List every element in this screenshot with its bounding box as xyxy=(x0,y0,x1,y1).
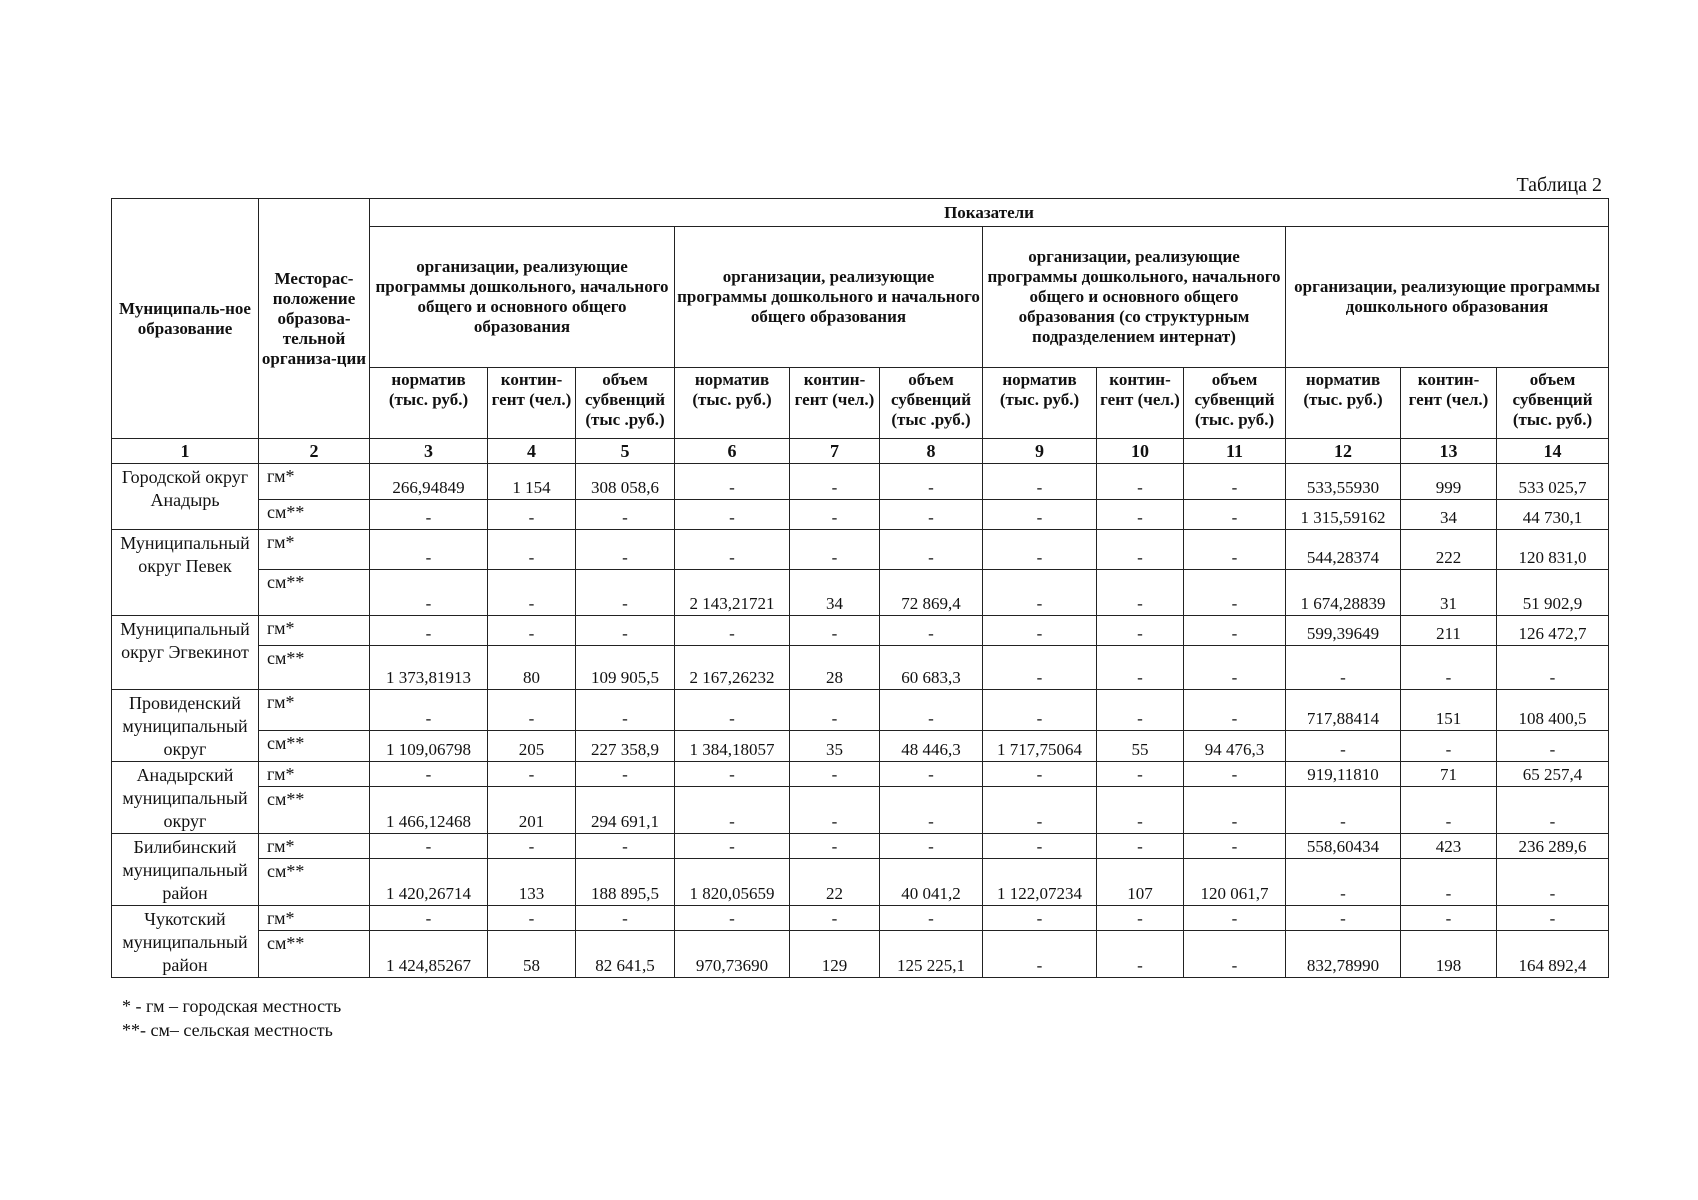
value-cell-col-12: 832,78990 xyxy=(1286,931,1401,978)
value-cell-col-10: - xyxy=(1097,931,1184,978)
municipality-name: Городской округ Анадырь xyxy=(112,464,259,530)
header-location: Месторас-положение образова-тельной организа-ции xyxy=(259,199,370,439)
header-municipality: Муниципаль-ное образование xyxy=(112,199,259,439)
header-sub-col-11: объем субвенций (тыс. руб.) xyxy=(1184,368,1286,439)
value-cell-col-10: - xyxy=(1097,616,1184,646)
value-cell-col-12: 1 674,28839 xyxy=(1286,570,1401,616)
value-cell-col-5: - xyxy=(576,530,675,570)
value-cell-col-13: - xyxy=(1401,906,1497,931)
header-group-2: организации, реализующие программы дошкольного и начального общего образования xyxy=(675,227,983,368)
header-indicators: Показатели xyxy=(370,199,1609,227)
value-cell-col-13: 31 xyxy=(1401,570,1497,616)
header-group-3: организации, реализующие программы дошкольного, начального общего и основного общего образования (со структурным подразделением интернат) xyxy=(983,227,1286,368)
value-cell-col-8: - xyxy=(880,762,983,787)
value-cell-col-4: 205 xyxy=(488,730,576,761)
value-cell-col-3: - xyxy=(370,500,488,530)
value-cell-col-7: 35 xyxy=(790,730,880,761)
value-cell-col-5: 227 358,9 xyxy=(576,730,675,761)
value-cell-col-14: 51 902,9 xyxy=(1497,570,1609,616)
table-row xyxy=(112,646,1609,690)
table-caption: Таблица 2 xyxy=(1516,174,1602,196)
value-cell-col-9: - xyxy=(983,931,1097,978)
value-cell-col-12: 533,55930 xyxy=(1286,464,1401,500)
location-type: см** xyxy=(259,859,370,906)
location-type: см** xyxy=(259,730,370,761)
value-cell-col-6: - xyxy=(675,500,790,530)
value-cell-col-7: 34 xyxy=(790,570,880,616)
value-cell-col-14: 108 400,5 xyxy=(1497,690,1609,731)
municipality-name: Муниципальный округ Певек xyxy=(112,530,259,616)
header-sub-col-3: норматив (тыс. руб.) xyxy=(370,368,488,439)
value-cell-col-11: - xyxy=(1184,906,1286,931)
value-cell-col-5: 188 895,5 xyxy=(576,859,675,906)
column-number-8: 8 xyxy=(880,439,983,464)
value-cell-col-3: - xyxy=(370,762,488,787)
header-sub-col-14: объем субвенций (тыс. руб.) xyxy=(1497,368,1609,439)
data-table xyxy=(111,198,1609,978)
value-cell-col-9: - xyxy=(983,906,1097,931)
value-cell-col-6: 970,73690 xyxy=(675,931,790,978)
value-cell-col-7: 28 xyxy=(790,646,880,690)
location-type: см** xyxy=(259,570,370,616)
value-cell-col-10: - xyxy=(1097,464,1184,500)
location-type: гм* xyxy=(259,616,370,646)
value-cell-col-7: - xyxy=(790,464,880,500)
municipality-name: Провиденский муниципальный округ xyxy=(112,690,259,762)
value-cell-col-12: 919,11810 xyxy=(1286,762,1401,787)
value-cell-col-5: - xyxy=(576,834,675,859)
value-cell-col-10: 107 xyxy=(1097,859,1184,906)
value-cell-col-12: - xyxy=(1286,906,1401,931)
value-cell-col-10: - xyxy=(1097,500,1184,530)
value-cell-col-8: 125 225,1 xyxy=(880,931,983,978)
table-row xyxy=(112,464,1609,500)
value-cell-col-3: - xyxy=(370,834,488,859)
value-cell-col-9: - xyxy=(983,616,1097,646)
footnote-rural: **- см– сельская местность xyxy=(122,1020,333,1040)
value-cell-col-9: - xyxy=(983,834,1097,859)
value-cell-col-6: - xyxy=(675,834,790,859)
value-cell-col-11: 94 476,3 xyxy=(1184,730,1286,761)
value-cell-col-4: - xyxy=(488,570,576,616)
column-number-11: 11 xyxy=(1184,439,1286,464)
value-cell-col-4: 201 xyxy=(488,787,576,834)
header-sub-col-8: объем субвенций (тыс .руб.) xyxy=(880,368,983,439)
value-cell-col-9: - xyxy=(983,690,1097,731)
value-cell-col-14: 44 730,1 xyxy=(1497,500,1609,530)
value-cell-col-14: - xyxy=(1497,646,1609,690)
table-row xyxy=(112,931,1609,978)
value-cell-col-8: - xyxy=(880,690,983,731)
value-cell-col-4: 80 xyxy=(488,646,576,690)
value-cell-col-4: 133 xyxy=(488,859,576,906)
value-cell-col-10: - xyxy=(1097,906,1184,931)
value-cell-col-11: - xyxy=(1184,931,1286,978)
value-cell-col-12: 599,39649 xyxy=(1286,616,1401,646)
value-cell-col-4: - xyxy=(488,906,576,931)
value-cell-col-10: - xyxy=(1097,570,1184,616)
header-group-4: организации, реализующие программы дошкольного образования xyxy=(1286,227,1609,368)
table-row xyxy=(112,730,1609,761)
value-cell-col-13: 999 xyxy=(1401,464,1497,500)
municipality-name: Анадырский муниципальный округ xyxy=(112,762,259,834)
value-cell-col-6: 2 143,21721 xyxy=(675,570,790,616)
header-sub-col-13: контин-гент (чел.) xyxy=(1401,368,1497,439)
value-cell-col-10: - xyxy=(1097,834,1184,859)
value-cell-col-8: 60 683,3 xyxy=(880,646,983,690)
value-cell-col-7: - xyxy=(790,530,880,570)
header-sub-col-10: контин-гент (чел.) xyxy=(1097,368,1184,439)
value-cell-col-11: - xyxy=(1184,787,1286,834)
value-cell-col-4: - xyxy=(488,690,576,731)
value-cell-col-5: - xyxy=(576,570,675,616)
value-cell-col-3: - xyxy=(370,570,488,616)
value-cell-col-8: 40 041,2 xyxy=(880,859,983,906)
value-cell-col-13: 423 xyxy=(1401,834,1497,859)
column-number-4: 4 xyxy=(488,439,576,464)
value-cell-col-3: 1 466,12468 xyxy=(370,787,488,834)
value-cell-col-8: - xyxy=(880,500,983,530)
header-sub-col-12: норматив (тыс. руб.) xyxy=(1286,368,1401,439)
value-cell-col-5: - xyxy=(576,616,675,646)
value-cell-col-5: 294 691,1 xyxy=(576,787,675,834)
value-cell-col-10: - xyxy=(1097,762,1184,787)
municipality-name: Билибинский муниципальный район xyxy=(112,834,259,906)
table-row xyxy=(112,762,1609,787)
value-cell-col-3: - xyxy=(370,906,488,931)
table-row xyxy=(112,530,1609,570)
value-cell-col-9: - xyxy=(983,762,1097,787)
value-cell-col-12: 558,60434 xyxy=(1286,834,1401,859)
value-cell-col-12: 544,28374 xyxy=(1286,530,1401,570)
value-cell-col-12: 717,88414 xyxy=(1286,690,1401,731)
value-cell-col-4: - xyxy=(488,762,576,787)
value-cell-col-13: - xyxy=(1401,646,1497,690)
value-cell-col-6: - xyxy=(675,906,790,931)
value-cell-col-6: 2 167,26232 xyxy=(675,646,790,690)
value-cell-col-11: - xyxy=(1184,646,1286,690)
column-number-10: 10 xyxy=(1097,439,1184,464)
column-number-13: 13 xyxy=(1401,439,1497,464)
value-cell-col-14: 126 472,7 xyxy=(1497,616,1609,646)
value-cell-col-9: - xyxy=(983,530,1097,570)
location-type: гм* xyxy=(259,906,370,931)
value-cell-col-5: - xyxy=(576,690,675,731)
value-cell-col-4: 58 xyxy=(488,931,576,978)
value-cell-col-4: 1 154 xyxy=(488,464,576,500)
header-sub-col-5: объем субвенций (тыс .руб.) xyxy=(576,368,675,439)
value-cell-col-14: 533 025,7 xyxy=(1497,464,1609,500)
value-cell-col-11: - xyxy=(1184,570,1286,616)
value-cell-col-6: - xyxy=(675,530,790,570)
value-cell-col-8: 72 869,4 xyxy=(880,570,983,616)
value-cell-col-11: - xyxy=(1184,834,1286,859)
value-cell-col-12: - xyxy=(1286,859,1401,906)
value-cell-col-5: 82 641,5 xyxy=(576,931,675,978)
value-cell-col-13: - xyxy=(1401,859,1497,906)
header-sub-col-4: контин-гент (чел.) xyxy=(488,368,576,439)
value-cell-col-7: 22 xyxy=(790,859,880,906)
value-cell-col-11: - xyxy=(1184,616,1286,646)
header-sub-col-6: норматив (тыс. руб.) xyxy=(675,368,790,439)
column-number-9: 9 xyxy=(983,439,1097,464)
value-cell-col-3: - xyxy=(370,616,488,646)
column-number-1: 1 xyxy=(112,439,259,464)
value-cell-col-7: - xyxy=(790,762,880,787)
value-cell-col-14: - xyxy=(1497,787,1609,834)
value-cell-col-7: - xyxy=(790,690,880,731)
value-cell-col-7: - xyxy=(790,787,880,834)
value-cell-col-8: - xyxy=(880,834,983,859)
value-cell-col-9: - xyxy=(983,500,1097,530)
value-cell-col-14: - xyxy=(1497,859,1609,906)
value-cell-col-5: - xyxy=(576,762,675,787)
value-cell-col-6: - xyxy=(675,690,790,731)
value-cell-col-9: - xyxy=(983,787,1097,834)
municipality-name: Чукотский муниципальный район xyxy=(112,906,259,978)
value-cell-col-13: 34 xyxy=(1401,500,1497,530)
table-row xyxy=(112,500,1609,530)
municipality-name: Муниципальный округ Эгвекинот xyxy=(112,616,259,690)
value-cell-col-7: - xyxy=(790,616,880,646)
location-type: гм* xyxy=(259,690,370,731)
value-cell-col-3: 1 373,81913 xyxy=(370,646,488,690)
value-cell-col-7: - xyxy=(790,834,880,859)
column-number-12: 12 xyxy=(1286,439,1401,464)
value-cell-col-10: 55 xyxy=(1097,730,1184,761)
value-cell-col-6: - xyxy=(675,616,790,646)
value-cell-col-14: - xyxy=(1497,730,1609,761)
value-cell-col-8: - xyxy=(880,616,983,646)
value-cell-col-10: - xyxy=(1097,787,1184,834)
value-cell-col-12: - xyxy=(1286,646,1401,690)
value-cell-col-12: 1 315,59162 xyxy=(1286,500,1401,530)
location-type: см** xyxy=(259,787,370,834)
column-number-2: 2 xyxy=(259,439,370,464)
column-number-14: 14 xyxy=(1497,439,1609,464)
value-cell-col-14: 164 892,4 xyxy=(1497,931,1609,978)
value-cell-col-7: - xyxy=(790,906,880,931)
value-cell-col-6: 1 820,05659 xyxy=(675,859,790,906)
header-sub-col-9: норматив (тыс. руб.) xyxy=(983,368,1097,439)
value-cell-col-4: - xyxy=(488,530,576,570)
value-cell-col-5: - xyxy=(576,500,675,530)
value-cell-col-11: - xyxy=(1184,500,1286,530)
value-cell-col-14: 65 257,4 xyxy=(1497,762,1609,787)
value-cell-col-7: - xyxy=(790,500,880,530)
value-cell-col-5: 308 058,6 xyxy=(576,464,675,500)
value-cell-col-6: 1 384,18057 xyxy=(675,730,790,761)
value-cell-col-9: - xyxy=(983,646,1097,690)
location-type: гм* xyxy=(259,464,370,500)
value-cell-col-4: - xyxy=(488,834,576,859)
value-cell-col-13: 151 xyxy=(1401,690,1497,731)
column-number-5: 5 xyxy=(576,439,675,464)
location-type: см** xyxy=(259,646,370,690)
value-cell-col-4: - xyxy=(488,616,576,646)
value-cell-col-3: 266,94849 xyxy=(370,464,488,500)
value-cell-col-9: 1 122,07234 xyxy=(983,859,1097,906)
location-type: гм* xyxy=(259,762,370,787)
column-number-3: 3 xyxy=(370,439,488,464)
header-group-1: организации, реализующие программы дошкольного, начального общего и основного общего образования xyxy=(370,227,675,368)
value-cell-col-8: - xyxy=(880,906,983,931)
value-cell-col-13: 198 xyxy=(1401,931,1497,978)
value-cell-col-6: - xyxy=(675,787,790,834)
value-cell-col-12: - xyxy=(1286,787,1401,834)
value-cell-col-13: - xyxy=(1401,787,1497,834)
column-number-6: 6 xyxy=(675,439,790,464)
value-cell-col-6: - xyxy=(675,464,790,500)
table-row xyxy=(112,834,1609,859)
value-cell-col-6: - xyxy=(675,762,790,787)
value-cell-col-11: - xyxy=(1184,690,1286,731)
value-cell-col-3: - xyxy=(370,530,488,570)
value-cell-col-3: 1 420,26714 xyxy=(370,859,488,906)
location-type: гм* xyxy=(259,834,370,859)
value-cell-col-8: 48 446,3 xyxy=(880,730,983,761)
value-cell-col-12: - xyxy=(1286,730,1401,761)
value-cell-col-4: - xyxy=(488,500,576,530)
value-cell-col-13: - xyxy=(1401,730,1497,761)
table-row xyxy=(112,859,1609,906)
value-cell-col-9: 1 717,75064 xyxy=(983,730,1097,761)
value-cell-col-8: - xyxy=(880,530,983,570)
table-row xyxy=(112,787,1609,834)
value-cell-col-3: 1 109,06798 xyxy=(370,730,488,761)
value-cell-col-11: - xyxy=(1184,464,1286,500)
value-cell-col-11: 120 061,7 xyxy=(1184,859,1286,906)
value-cell-col-9: - xyxy=(983,464,1097,500)
header-sub-col-7: контин-гент (чел.) xyxy=(790,368,880,439)
value-cell-col-13: 222 xyxy=(1401,530,1497,570)
location-type: см** xyxy=(259,500,370,530)
location-type: гм* xyxy=(259,530,370,570)
table-row xyxy=(112,906,1609,931)
table-row xyxy=(112,690,1609,731)
value-cell-col-11: - xyxy=(1184,530,1286,570)
value-cell-col-14: - xyxy=(1497,906,1609,931)
value-cell-col-14: 120 831,0 xyxy=(1497,530,1609,570)
value-cell-col-5: - xyxy=(576,906,675,931)
value-cell-col-9: - xyxy=(983,570,1097,616)
location-type: см** xyxy=(259,931,370,978)
value-cell-col-13: 71 xyxy=(1401,762,1497,787)
value-cell-col-5: 109 905,5 xyxy=(576,646,675,690)
value-cell-col-8: - xyxy=(880,787,983,834)
value-cell-col-8: - xyxy=(880,464,983,500)
table-row xyxy=(112,570,1609,616)
value-cell-col-3: - xyxy=(370,690,488,731)
column-number-7: 7 xyxy=(790,439,880,464)
value-cell-col-13: 211 xyxy=(1401,616,1497,646)
value-cell-col-10: - xyxy=(1097,646,1184,690)
footnotes xyxy=(122,994,341,1042)
value-cell-col-10: - xyxy=(1097,530,1184,570)
value-cell-col-10: - xyxy=(1097,690,1184,731)
value-cell-col-14: 236 289,6 xyxy=(1497,834,1609,859)
footnote-urban: * - гм – городская местность xyxy=(122,996,342,1016)
value-cell-col-7: 129 xyxy=(790,931,880,978)
value-cell-col-3: 1 424,85267 xyxy=(370,931,488,978)
table-row xyxy=(112,616,1609,646)
value-cell-col-11: - xyxy=(1184,762,1286,787)
